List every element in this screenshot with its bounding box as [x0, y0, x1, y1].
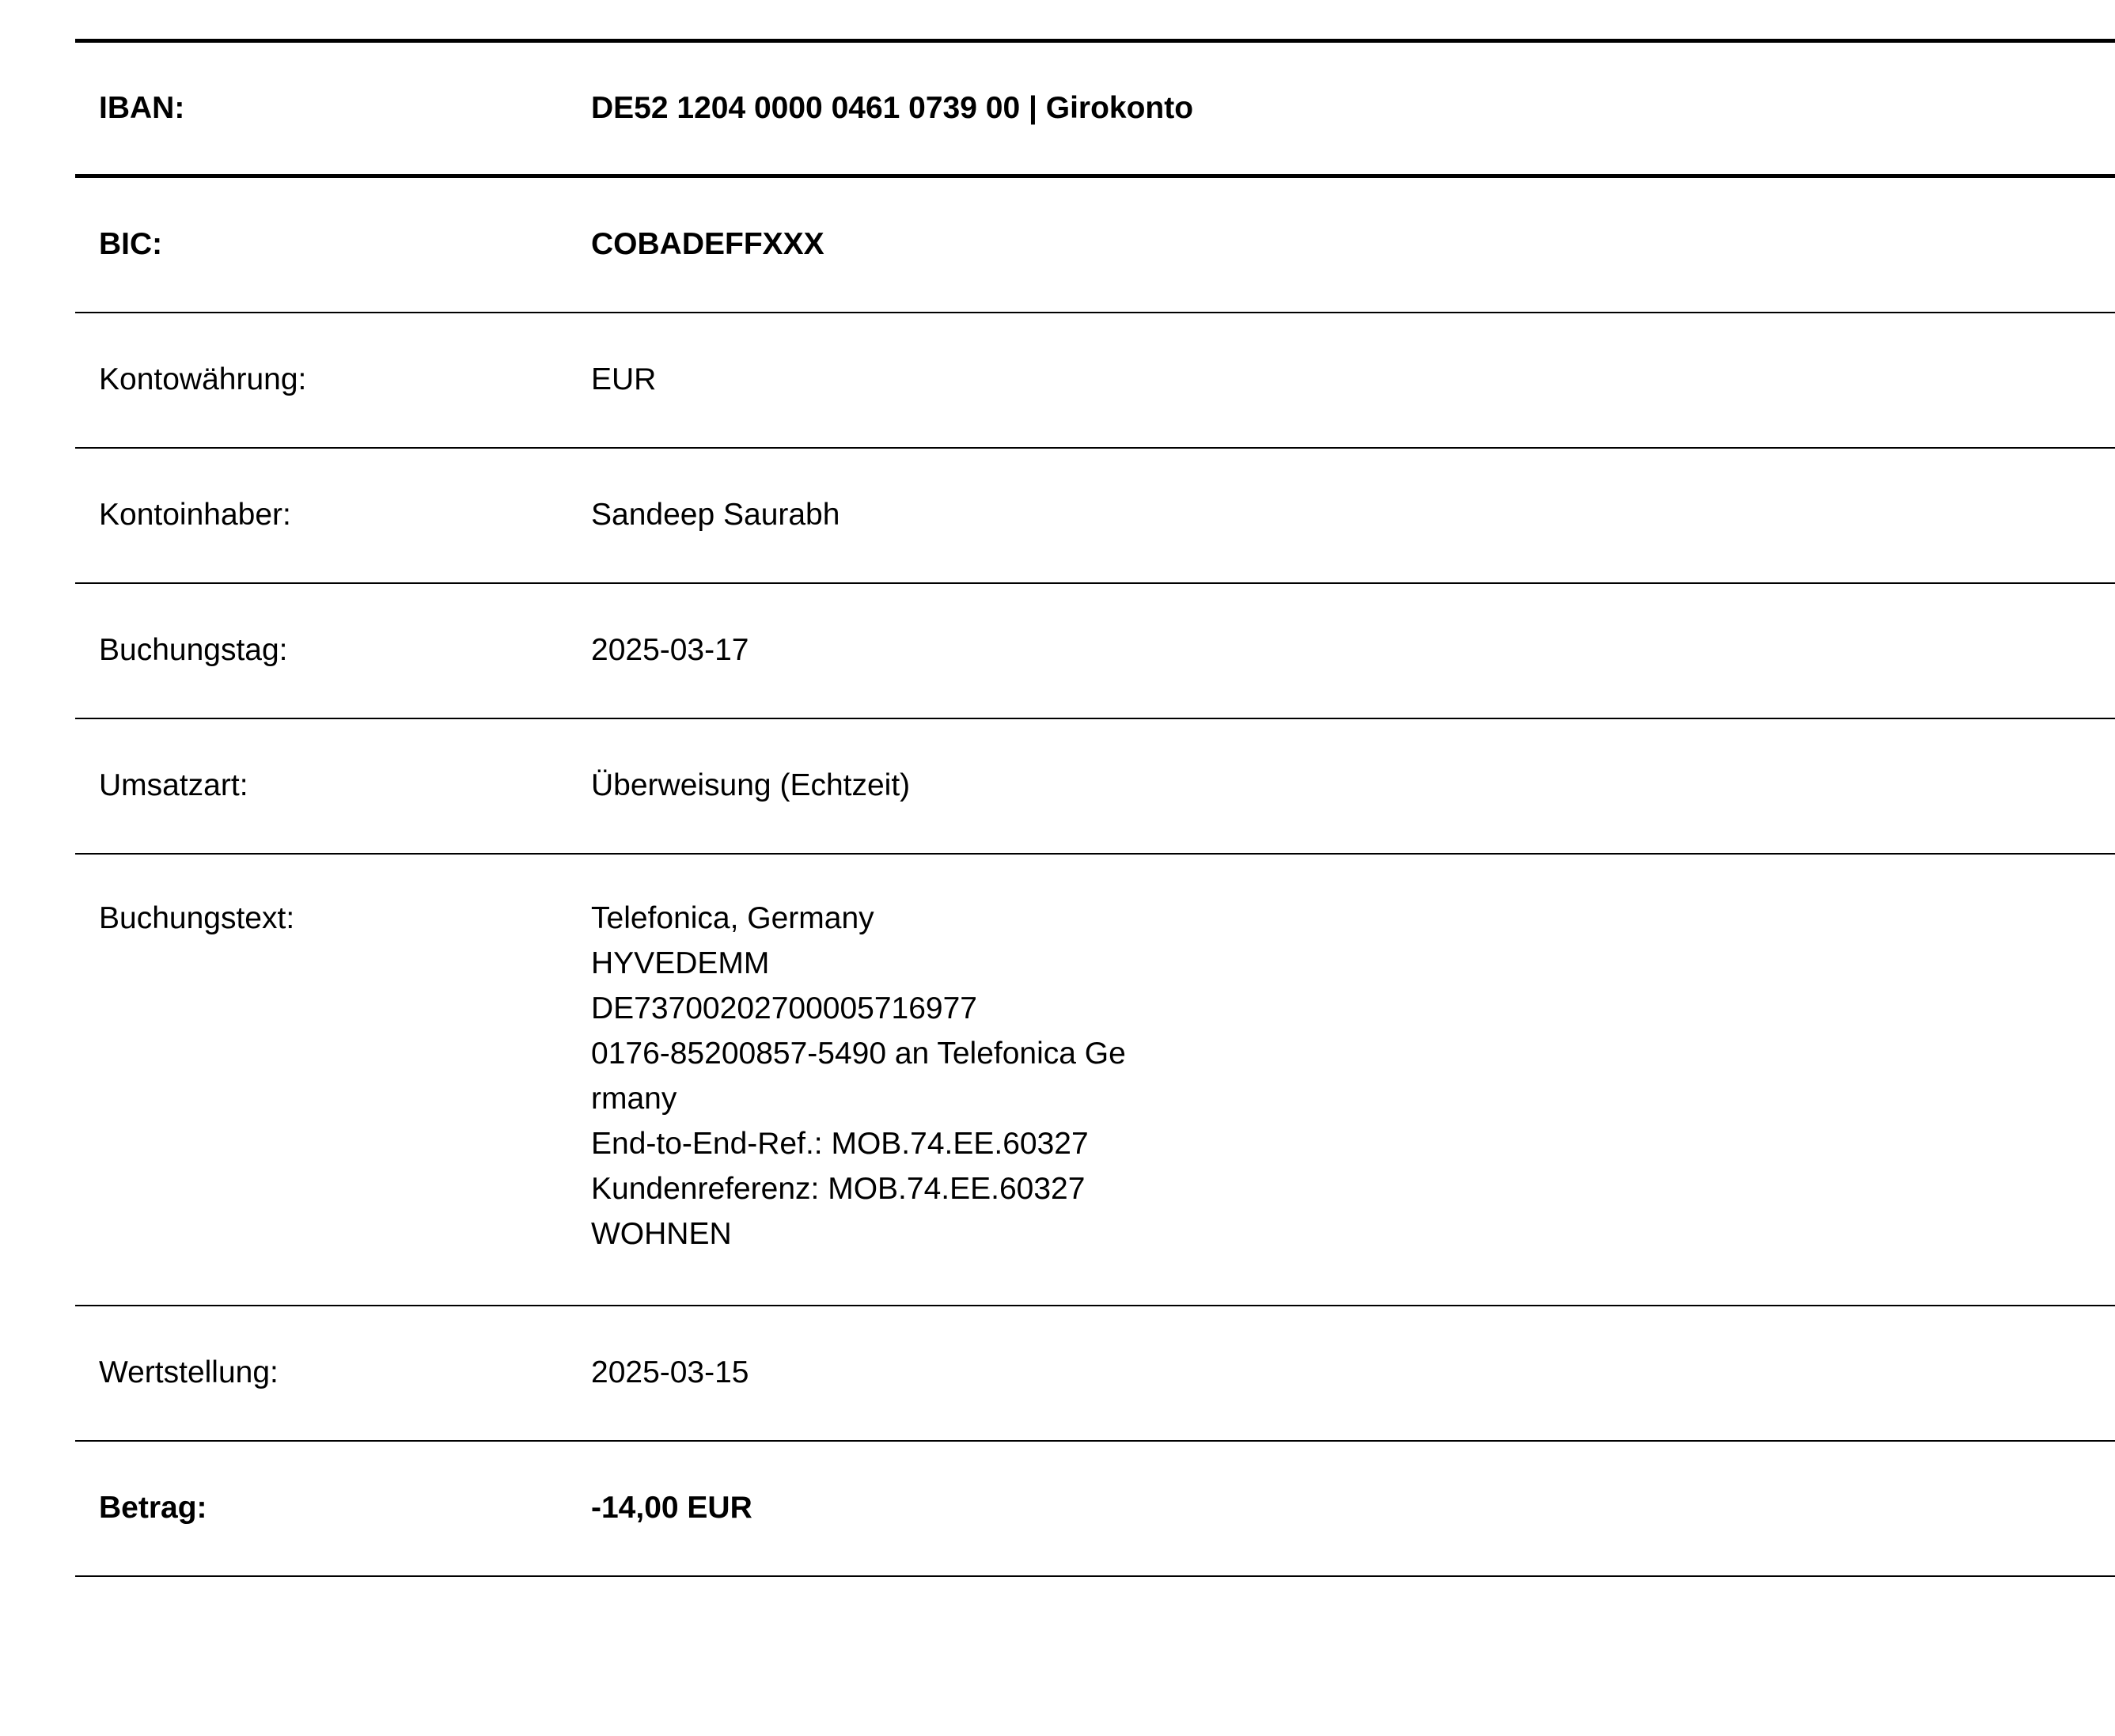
- transaction-detail-table: [75, 39, 2115, 1577]
- amount-value: -14,00 EUR: [591, 1491, 752, 1526]
- transaction-type-value: Überweisung (Echtzeit): [591, 768, 911, 803]
- account-currency-label: Kontowährung:: [99, 362, 307, 397]
- row-bic: [75, 178, 2115, 313]
- account-currency-value: EUR: [591, 362, 657, 397]
- booking-text-line: rmany: [591, 1082, 677, 1116]
- booking-date-label: Buchungstag:: [99, 633, 288, 668]
- row-iban: [75, 43, 2115, 178]
- iban-label: IBAN:: [99, 90, 185, 125]
- bic-label: BIC:: [99, 227, 163, 262]
- booking-text-line: 0176-85200857-5490 an Telefonica Ge: [591, 1037, 1126, 1071]
- row-booking-text: [75, 855, 2115, 1306]
- row-booking-date: [75, 584, 2115, 719]
- row-amount: [75, 1442, 2115, 1577]
- booking-text-line: Kundenreferenz: MOB.74.EE.60327: [591, 1172, 1086, 1206]
- row-account-holder: [75, 449, 2115, 584]
- amount-label: Betrag:: [99, 1491, 207, 1526]
- account-holder-label: Kontoinhaber:: [99, 498, 291, 533]
- booking-text-line: End-to-End-Ref.: MOB.74.EE.60327: [591, 1127, 1089, 1161]
- booking-text-line: WOHNEN: [591, 1217, 732, 1251]
- row-account-currency: [75, 313, 2115, 449]
- booking-date-value: 2025-03-17: [591, 633, 749, 668]
- booking-text-line: DE73700202700005716977: [591, 991, 977, 1025]
- booking-text-line: HYVEDEMM: [591, 946, 770, 980]
- bic-value: COBADEFFXXX: [591, 227, 824, 262]
- account-holder-value: Sandeep Saurabh: [591, 498, 840, 533]
- row-transaction-type: [75, 719, 2115, 855]
- booking-text-value: [591, 896, 1126, 1257]
- booking-text-label: Buchungstext:: [99, 901, 295, 935]
- value-date-label: Wertstellung:: [99, 1355, 279, 1390]
- iban-value: DE52 1204 0000 0461 0739 00 | Girokonto: [591, 90, 1194, 125]
- row-value-date: [75, 1306, 2115, 1442]
- value-date-value: 2025-03-15: [591, 1355, 749, 1390]
- booking-text-line: Telefonica, Germany: [591, 901, 874, 935]
- transaction-type-label: Umsatzart:: [99, 768, 248, 803]
